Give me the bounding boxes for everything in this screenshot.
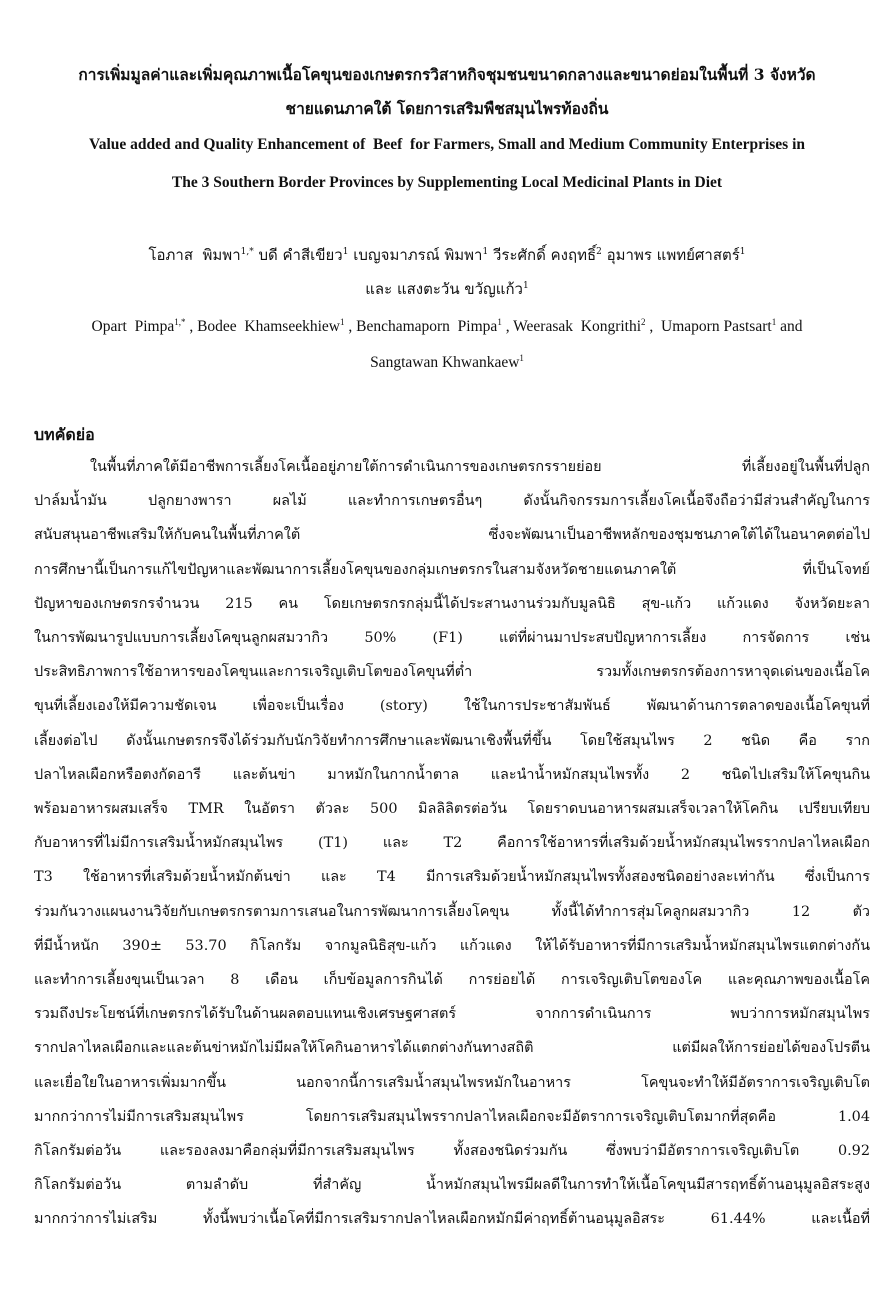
abstract-line: และทำการเลี้ยงขุนเป็นเวลา 8 เดือน เก็บข้อมูลการกินได้ การย่อยได้ การเจริญเติบโตของโค และคุณภาพของเนื้อโค: [34, 972, 870, 989]
author-name: บดี คำสีเขียว: [253, 246, 343, 264]
author-name: , Bodee Khamseekhiew: [185, 318, 340, 335]
abstract-line: สนับสนุนอาชีพเสริมให้กับคนในพื้นที่ภาคใต้ ซึ่งจะพัฒนาเป็นอาชีพหลักของชุมชนภาคใต้ได้ในอนาคตต่อไป: [34, 527, 870, 544]
affiliation-mark: 2: [641, 316, 646, 327]
abstract-line: พร้อมอาหารผสมเสร็จ TMR ในอัตรา ตัวละ 500 มิลลิลิตรต่อวัน โดยราดบนอาหารผสมเสร็จเวลาให้โคกิน เปรียบเทียบ: [34, 801, 870, 818]
abstract-line: ที่มีน้ำหนัก 390± 53.70 กิโลกรัม จากมูลนิธิสุข-แก้ว แก้วแดง ให้ได้รับอาหารที่มีการเสริมน้ำหมักสมุนไพรแตกต่างกัน: [34, 937, 870, 954]
abstract-line: ในพื้นที่ภาคใต้มีอาชีพการเลี้ยงโคเนื้ออยู่ภายใต้การดำเนินการของเกษตรกรรายย่อย ที่เลี้ยงอยู่ในพื้นที่ปลูก: [90, 459, 870, 475]
affiliation-mark: 1: [339, 316, 345, 327]
thai-authors-line-2: [30, 272, 864, 306]
affiliation-mark: 2: [596, 247, 602, 257]
english-authors-line-1: [30, 309, 864, 345]
thai-title-line-1: การเพิ่มมูลค่าและเพิ่มคุณภาพเนื้อโคขุนของเกษตรกรวิสาหกิจชุมชนขนาดกลางและขนาดย่อมในพื้นที่ 3 จังหวัด: [78, 65, 816, 84]
affiliation-mark: 1: [497, 316, 502, 327]
abstract-line: เลี้ยงต่อไป ดังนั้นเกษตรกรจึงได้ร่วมกับนักวิจัยทำการศึกษาและพัฒนาเชิงพื้นที่ขึ้น โดยใช้สมุนไพร 2 ชนิด คือ ราก: [34, 732, 870, 749]
affiliation-mark: 1: [771, 316, 777, 327]
affiliation-mark: 1: [482, 247, 489, 257]
affiliation-mark: 1: [522, 281, 529, 291]
author-name: , Weerasak Kongrithi: [501, 318, 642, 335]
abstract-line: การศึกษานี้เป็นการแก้ไขปัญหาและพัฒนาการเลี้ยงโคขุนของกลุ่มเกษตรกรในสามจังหวัดชายแดนภาคใต้ ที่เป็นโจทย์: [34, 561, 870, 578]
english-authors-line-2: [30, 345, 864, 381]
abstract-line: ในการพัฒนารูปแบบการเลี้ยงโคขุนลูกผสมวากิว 50% (F1) แต่ที่ผ่านมาประสบปัญหาการเลี้ยง การจัดการ เช่น: [34, 630, 870, 647]
author-name: และ แสงตะวัน ขวัญแก้ว: [365, 280, 523, 298]
author-name: อุมาพร แพทย์ศาสตร์: [601, 246, 740, 264]
author-name: วีระศักดิ์ คงฤทธิ์: [488, 246, 597, 264]
thai-authors: [30, 238, 864, 306]
abstract-line: ปาล์มน้ำมัน ปลูกยางพารา ผลไม้ และทำการเกษตรอื่นๆ ดังนั้นกิจกรรมการเลี้ยงโคเนื้อจึงถือว่ามีส่วนสำคัญในการ: [34, 493, 870, 510]
affiliation-mark: 1: [739, 247, 746, 257]
abstract-line: รากปลาไหลเผือกและและต้นข่าหมักไม่มีผลให้โคกินอาหารได้แตกต่างกันทางสถิติ แต่มีผลให้การย่อยได้ของโปรตีน: [34, 1040, 870, 1057]
author-name: เบญจมาภรณ์ พิมพา: [348, 246, 483, 264]
thai-authors-line-1: [30, 238, 864, 272]
english-title: [30, 126, 864, 202]
abstract-line: ปัญหาของเกษตรกรจำนวน 215 คน โดยเกษตรกรกลุ่มนี้ได้ประสานงานร่วมกับมูลนิธิ สุข-แก้ว แก้วแดง จังหวัดยะลา: [34, 595, 870, 612]
abstract-heading: บทคัดย่อ: [34, 425, 95, 444]
author-name: , Benchamaporn Pimpa: [344, 318, 498, 335]
affiliation-mark: 1: [342, 247, 349, 257]
abstract-line: ประสิทธิภาพการใช้อาหารของโคขุนและการเจริญเติบโตของโคขุนที่ต่ำ รวมทั้งเกษตรกรต้องการหาจุดเด่นของเนื้อโค: [34, 664, 870, 681]
affiliation-mark: 1,*: [174, 316, 186, 327]
english-authors: [30, 309, 864, 381]
abstract-line: กิโลกรัมต่อวัน ตามลำดับ ที่สำคัญ น้ำหมักสมุนไพรมีผลดีในการทำให้เนื้อโคขุนมีสารฤทธิ์ต้านอนุมูลอิสระสูง: [34, 1177, 870, 1194]
abstract-line: ร่วมกันวางแผนงานวิจัยกับเกษตรกรตามการเสนอในการพัฒนาการเลี้ยงโคขุน ทั้งนี้ได้ทำการสุ่มโคลูกผสมวากิว 12 ตัว: [34, 903, 870, 920]
author-name: , Umaporn Pastsart: [645, 318, 772, 335]
affiliation-mark: 1: [519, 352, 524, 363]
author-name: Opart Pimpa: [91, 318, 175, 335]
abstract-line: และเยื่อใยในอาหารเพิ่มมากขึ้น นอกจากนี้การเสริมน้ำสมุนไพรหมักในอาหาร โคขุนจะทำให้มีอัตราการเจริญเติบโต: [34, 1074, 870, 1091]
thai-title: [30, 58, 864, 126]
abstract-line: ปลาไหลเผือกหรือตงกัดอารี และต้นข่า มาหมักในกากน้ำตาล และนำน้ำหมักสมุนไพรทั้ง 2 ชนิดไปเสริมให้โคขุนกิน: [34, 766, 870, 783]
author-name: โอภาส พิมพา: [148, 246, 241, 264]
abstract-line: รวมถึงประโยชน์ที่เกษตรกรได้รับในด้านผลตอบแทนเชิงเศรษฐศาสตร์ จากการดำเนินการ พบว่าการหมักสมุนไพร: [34, 1006, 870, 1023]
affiliation-mark: 1,*: [240, 247, 254, 257]
abstract-line: มากกว่าการไม่มีการเสริมสมุนไพร โดยการเสริมสมุนไพรรากปลาไหลเผือกจะมีอัตราการเจริญเติบโตมากที่สุดคือ 1.04: [34, 1108, 870, 1125]
abstract-line: T3 ใช้อาหารที่เสริมด้วยน้ำหมักต้นข่า และ T4 มีการเสริมด้วยน้ำหมักสมุนไพรทั้งสองชนิดอย่างละเท่ากัน ซึ่งเป็นการ: [34, 869, 870, 886]
author-name: Sangtawan Khwankaew: [370, 354, 520, 371]
abstract-line: มากกว่าการไม่เสริม ทั้งนี้พบว่าเนื้อโคที่มีการเสริมรากปลาไหลเผือกหมักมีค่าฤทธิ์ต้านอนุมูลอิสระ 61.44% และเนื้อที่: [34, 1211, 870, 1228]
thai-title-line-2: ชายแดนภาคใต้ โดยการเสริมพืชสมุนไพรท้องถิ่น: [285, 99, 609, 118]
english-title-line-2: The 3 Southern Border Provinces by Supplementing Local Medicinal Plants in Diet: [171, 174, 723, 191]
abstract-line: ขุนที่เลี้ยงเองให้มีความชัดเจน เพื่อจะเป็นเรื่อง (story) ใช้ในการประชาสัมพันธ์ พัฒนาด้านการตลาดของเนื้อโคขุนที่: [34, 698, 870, 715]
abstract-line: กับอาหารที่ไม่มีการเสริมน้ำหมักสมุนไพร (T1) และ T2 คือการใช้อาหารที่เสริมด้วยน้ำหมักสมุนไพรรากปลาไหลเผือก: [34, 835, 870, 852]
abstract-line: กิโลกรัมต่อวัน และรองลงมาคือกลุ่มที่มีการเสริมสมุนไพร ทั้งสองชนิดร่วมกัน ซึ่งพบว่ามีอัตราการเจริญเติบโต 0.92: [34, 1143, 870, 1160]
author-conjunction: and: [776, 318, 803, 335]
english-title-line-1: Value added and Quality Enhancement of Beef for Farmers, Small and Medium Community Enterprises in: [88, 136, 806, 153]
abstract-body: [34, 450, 870, 1237]
